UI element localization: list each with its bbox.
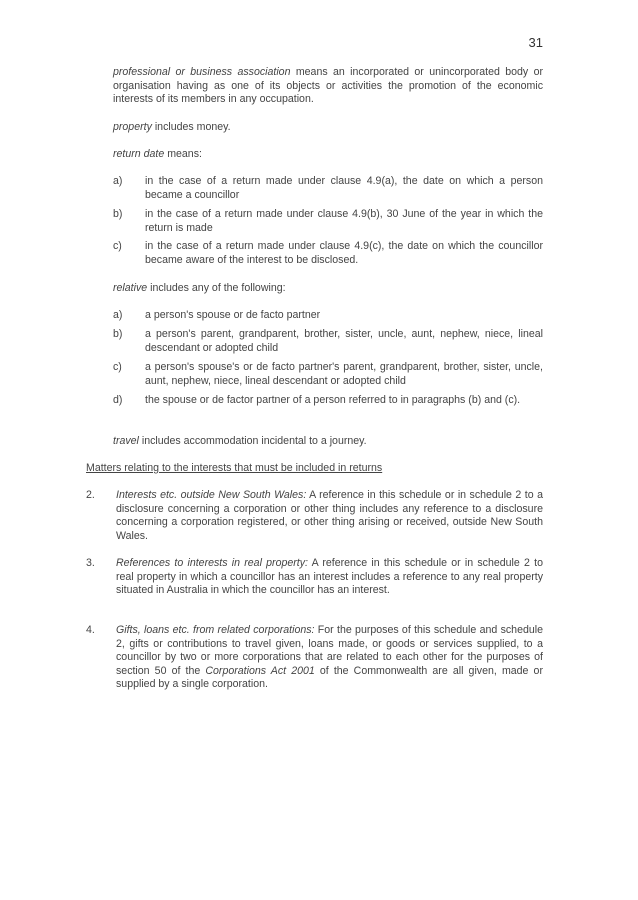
list-item-text: in the case of a return made under clause 4.9(c), the date on which the councillor became aware of the interest to be disclosed. xyxy=(145,240,543,266)
list-item-label: b) xyxy=(113,208,123,220)
definition-return-date xyxy=(113,148,543,162)
definition-text: includes money. xyxy=(151,121,231,133)
definition-text: includes accommodation incidental to a journey. xyxy=(138,435,367,447)
list-item-label: c) xyxy=(113,361,122,373)
definition-travel xyxy=(113,435,543,449)
definition-text: means: xyxy=(164,148,202,160)
clause-number: 3. xyxy=(86,557,95,569)
definition-professional-association xyxy=(113,66,543,107)
clause-number: 2. xyxy=(86,489,95,501)
list-item-label: a) xyxy=(113,175,123,187)
term: property xyxy=(113,121,152,133)
term: professional or business association xyxy=(113,66,291,78)
page-number: 31 xyxy=(528,35,543,50)
clause-number: 4. xyxy=(86,624,95,636)
clause-3 xyxy=(116,557,543,598)
term: return date xyxy=(113,148,165,160)
list-item-label: b) xyxy=(113,328,123,340)
definition-text: means an incorporated or unincorporated body or organisation having as one of its objects or activities the promotion of the economic interests of its members in any occupation. xyxy=(113,66,544,106)
clause-lead: References to interests in real property: xyxy=(116,557,308,569)
definition-relative xyxy=(113,282,543,296)
clause-text: For the purposes of this schedule and schedule 2, gifts or contributions to travel given, loans made, or goods or services supplied, to a councillor by two or more corporations that are related to each other for the purposes of section 50 of the xyxy=(116,624,543,677)
list-item-label: d) xyxy=(113,394,123,406)
clause-lead: Interests etc. outside New South Wales: xyxy=(116,489,307,501)
list-item-text: the spouse or de factor partner of a person referred to in paragraphs (b) and (c). xyxy=(145,394,521,406)
clause-text: of the Commonwealth are all given, made or supplied by a single corporation. xyxy=(116,664,543,691)
list-item-label: a) xyxy=(113,309,123,321)
section-heading: Matters relating to the interests that must be included in returns xyxy=(86,462,383,474)
list-item-label: c) xyxy=(113,240,122,252)
clause-4 xyxy=(116,624,543,692)
clause-2 xyxy=(116,489,543,543)
act-title: Corporations Act 2001 xyxy=(205,664,315,677)
term: relative xyxy=(113,282,148,294)
definition-property xyxy=(113,121,543,135)
list-item-text: a person's spouse's or de facto partner's parent, grandparent, brother, sister, uncle, aunt, nephew, niece, lineal descendant or adopted child xyxy=(145,361,543,387)
clause-lead: Gifts, loans etc. from related corporations: xyxy=(116,624,315,636)
list-item-text: a person's spouse or de facto partner xyxy=(145,309,321,321)
list-item-text: a person's parent, grandparent, brother, sister, uncle, aunt, nephew, niece, lineal descendant or adopted child xyxy=(145,328,543,354)
clause-text: A reference in this schedule or in schedule 2 to real property in which a councillor has an interest includes a reference to any real property situated in Australia in which the councillor has an interest. xyxy=(116,557,543,597)
clause-text: A reference in this schedule or in schedule 2 to a disclosure concerning a corporation or other thing includes any reference to a disclosure concerning a corporation registered, or other thing arising or received, outside New South Wales. xyxy=(116,489,543,542)
list-item-text: in the case of a return made under clause 4.9(b), 30 June of the year in which the return is made xyxy=(145,208,543,234)
definition-text: includes any of the following: xyxy=(147,282,286,294)
term: travel xyxy=(113,435,139,447)
list-item-text: in the case of a return made under clause 4.9(a), the date on which a person became a councillor xyxy=(145,175,543,201)
